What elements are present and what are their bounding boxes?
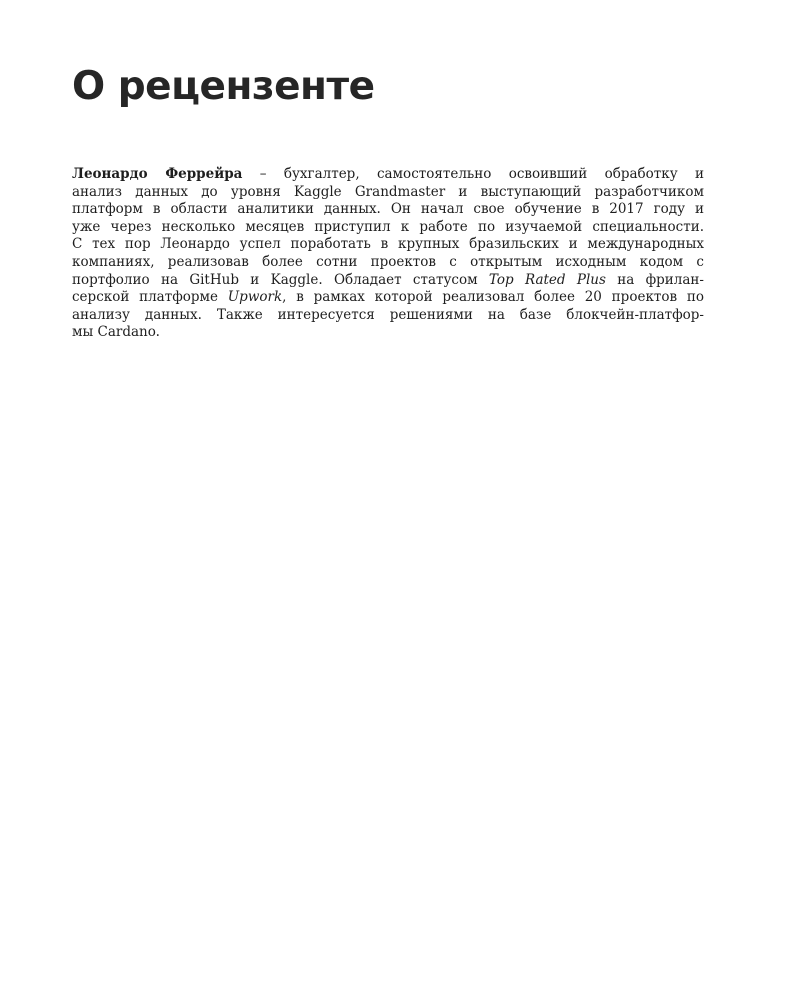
bio-text: портфолио на GitHub и Kaggle. Обладает статусом [72,271,489,288]
reviewer-name: Леонардо Феррейра [72,166,243,182]
bio-line-8 [72,289,704,307]
bio-line-4: уже через несколько месяцев приступил к работе по изучаемой специальности. [72,218,704,235]
status-name: Top Rated Plus [488,271,606,288]
bio-text: – бухгалтер, самостоятельно освоивший обработку и [242,166,704,182]
page-title: О рецензенте [72,64,375,109]
bio-line-3: платформ в области аналитики данных. Он начал свое обучение в 2017 году и [72,201,704,218]
bio-line-9: анализу данных. Также интересуется решениями на базе блокчейн-платфор- [72,306,704,323]
bio-text: , в рамках которой реализовал более 20 проектов по [282,289,704,306]
bio-text: серской платформе [72,289,228,306]
bio-line-2: анализ данных до уровня Kaggle Grandmaster и выступающий разработчиком [72,183,704,200]
reviewer-bio [72,166,704,342]
bio-line-7 [72,272,704,290]
bio-line-10: мы Cardano. [72,324,160,341]
bio-text: на фрилан- [605,271,704,288]
platform-name: Upwork [227,289,283,306]
bio-line-1 [72,166,704,184]
bio-line-6: компаниях, реализовав более сотни проектов с открытым исходным кодом с [72,253,704,270]
bio-line-5: С тех пор Леонардо успел поработать в крупных бразильских и международных [72,236,704,253]
